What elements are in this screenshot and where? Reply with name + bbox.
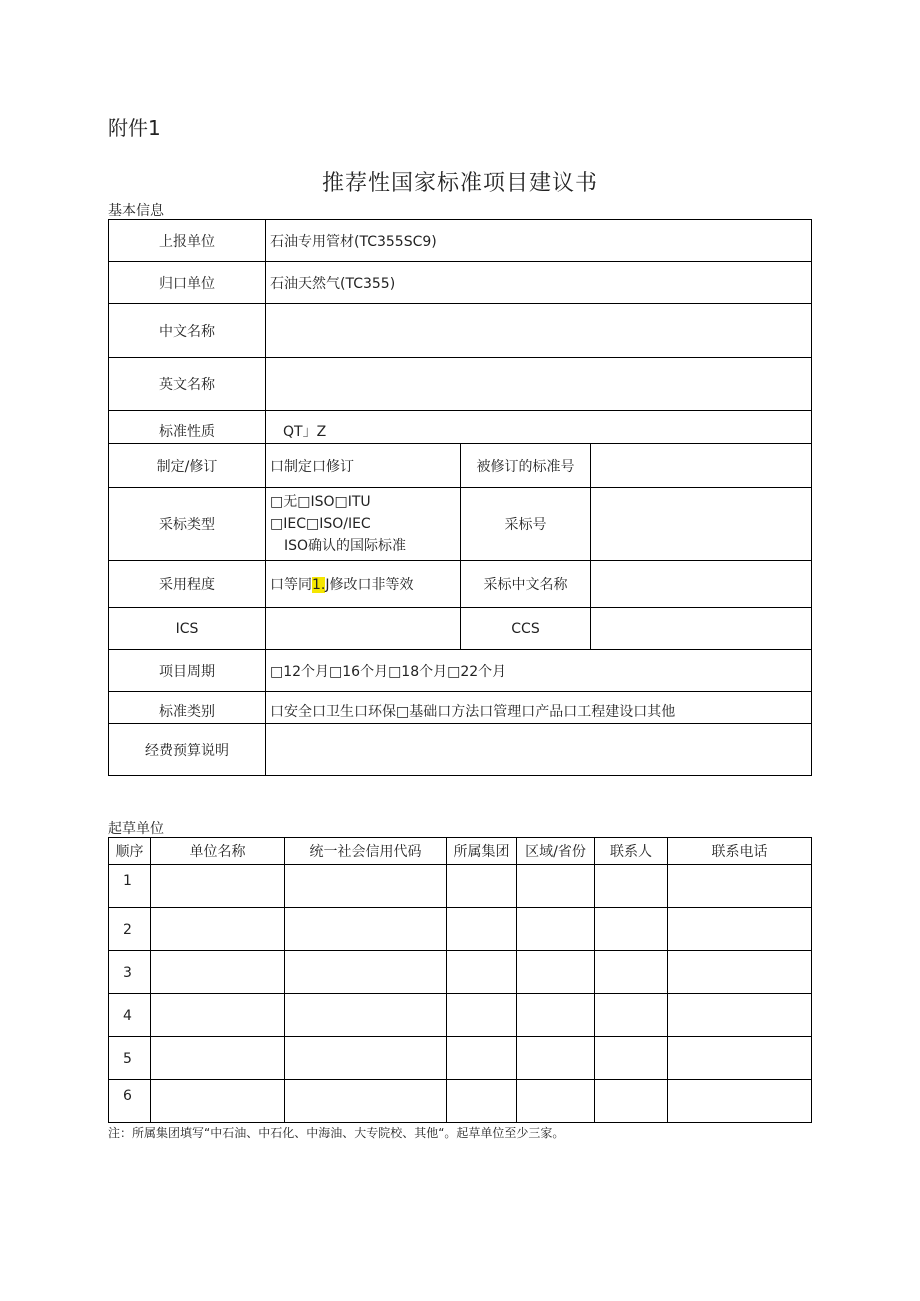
adoption-degree-part-1: 口等同 [270, 577, 312, 593]
region-cell[interactable] [517, 994, 595, 1037]
contact-cell[interactable] [595, 951, 668, 994]
region-cell[interactable] [517, 1080, 595, 1123]
en-name-label: 英文名称 [109, 358, 266, 411]
responsible-unit-value[interactable]: 石油天然气(TC355) [266, 262, 812, 304]
phone-cell[interactable] [668, 908, 812, 951]
table-row [109, 951, 812, 994]
credit-code-cell[interactable] [285, 994, 447, 1037]
header-group: 所属集团 [447, 838, 517, 865]
row-revision [109, 444, 812, 488]
adoption-type-line-2: □IEC□ISO/IEC [270, 516, 371, 532]
basic-info-table [108, 219, 812, 776]
ics-value[interactable] [266, 608, 461, 650]
row-number: 3 [109, 951, 151, 994]
period-label: 项目周期 [109, 650, 266, 692]
revised-number-value[interactable] [591, 444, 812, 488]
contact-cell[interactable] [595, 1080, 668, 1123]
contact-cell[interactable] [595, 908, 668, 951]
budget-label: 经费预算说明 [109, 724, 266, 776]
cn-name-value[interactable] [266, 304, 812, 358]
budget-value[interactable] [266, 724, 812, 776]
responsible-unit-label: 归口单位 [109, 262, 266, 304]
revised-number-label: 被修订的标准号 [461, 444, 591, 488]
table-row [109, 1037, 812, 1080]
adoption-type-line-1: □无□ISO□ITU [270, 494, 371, 510]
adoption-number-value[interactable] [591, 488, 812, 561]
header-credit-code: 统一社会信用代码 [285, 838, 447, 865]
adoption-degree-part-2: J修改口非等效 [325, 577, 414, 593]
row-ics-ccs [109, 608, 812, 650]
page-title: 推荐性国家标准项目建议书 [321, 171, 598, 196]
header-contact: 联系人 [595, 838, 668, 865]
highlight-mark: 1. [312, 577, 326, 593]
row-period [109, 650, 812, 692]
unit-name-cell[interactable] [151, 908, 285, 951]
adoption-type-label: 采标类型 [109, 488, 266, 561]
adoption-degree-value[interactable] [266, 561, 461, 608]
phone-cell[interactable] [668, 994, 812, 1037]
revision-value[interactable]: 口制定口修订 [266, 444, 461, 488]
en-name-value[interactable] [266, 358, 812, 411]
contact-cell[interactable] [595, 865, 668, 908]
row-submitting-unit [109, 220, 812, 262]
contact-cell[interactable] [595, 994, 668, 1037]
unit-name-cell[interactable] [151, 951, 285, 994]
draft-header-row [109, 838, 812, 865]
adoption-cn-name-value[interactable] [591, 561, 812, 608]
adoption-cn-name-label: 采标中文名称 [461, 561, 591, 608]
region-cell[interactable] [517, 1037, 595, 1080]
credit-code-cell[interactable] [285, 1080, 447, 1123]
phone-cell[interactable] [668, 1037, 812, 1080]
group-cell[interactable] [447, 994, 517, 1037]
row-budget [109, 724, 812, 776]
phone-cell[interactable] [668, 865, 812, 908]
footnote: 注：所属集团填写“中石油、中石化、中海油、大专院校、其他“。起草单位至少三家。 [108, 1126, 565, 1140]
row-en-name [109, 358, 812, 411]
group-cell[interactable] [447, 1037, 517, 1080]
ccs-value[interactable] [591, 608, 812, 650]
credit-code-cell[interactable] [285, 1037, 447, 1080]
group-cell[interactable] [447, 1080, 517, 1123]
header-region: 区域/省份 [517, 838, 595, 865]
row-category [109, 692, 812, 724]
group-cell[interactable] [447, 865, 517, 908]
draft-units-table [108, 837, 812, 1123]
category-label: 标准类别 [109, 692, 266, 724]
credit-code-cell[interactable] [285, 908, 447, 951]
row-number: 1 [109, 865, 151, 908]
row-number: 2 [109, 908, 151, 951]
group-cell[interactable] [447, 951, 517, 994]
basic-info-heading: 基本信息 [108, 203, 164, 219]
group-cell[interactable] [447, 908, 517, 951]
region-cell[interactable] [517, 951, 595, 994]
unit-name-cell[interactable] [151, 1037, 285, 1080]
phone-cell[interactable] [668, 1080, 812, 1123]
row-adoption-degree [109, 561, 812, 608]
adoption-type-options[interactable] [266, 488, 461, 561]
header-order: 顺序 [109, 838, 151, 865]
table-row [109, 1080, 812, 1123]
nature-label: 标准性质 [109, 411, 266, 444]
region-cell[interactable] [517, 865, 595, 908]
unit-name-cell[interactable] [151, 994, 285, 1037]
adoption-degree-label: 采用程度 [109, 561, 266, 608]
adoption-number-label: 采标号 [461, 488, 591, 561]
contact-cell[interactable] [595, 1037, 668, 1080]
attachment-label: 附件1 [108, 116, 161, 140]
phone-cell[interactable] [668, 951, 812, 994]
header-phone: 联系电话 [668, 838, 812, 865]
row-responsible-unit [109, 262, 812, 304]
category-value[interactable]: 口安全口卫生口环保□基础口方法口管理口产品口工程建设口其他 [266, 692, 812, 724]
row-number: 5 [109, 1037, 151, 1080]
cn-name-label: 中文名称 [109, 304, 266, 358]
row-cn-name [109, 304, 812, 358]
submitting-unit-label: 上报单位 [109, 220, 266, 262]
credit-code-cell[interactable] [285, 865, 447, 908]
ccs-label: CCS [461, 608, 591, 650]
credit-code-cell[interactable] [285, 951, 447, 994]
row-nature [109, 411, 812, 444]
adoption-type-line-3: ISO确认的国际标准 [284, 538, 407, 554]
submitting-unit-value[interactable]: 石油专用管材(TC355SC9) [266, 220, 812, 262]
period-value[interactable]: □12个月□16个月□18个月□22个月 [266, 650, 812, 692]
table-row [109, 994, 812, 1037]
region-cell[interactable] [517, 908, 595, 951]
header-unit-name: 单位名称 [151, 838, 285, 865]
table-row [109, 908, 812, 951]
nature-value[interactable]: QT」Z [266, 411, 812, 444]
row-adoption-type [109, 488, 812, 561]
table-row [109, 865, 812, 908]
row-number: 4 [109, 994, 151, 1037]
revision-label: 制定/修订 [109, 444, 266, 488]
ics-label: ICS [109, 608, 266, 650]
row-number: 6 [109, 1080, 151, 1123]
unit-name-cell[interactable] [151, 865, 285, 908]
unit-name-cell[interactable] [151, 1080, 285, 1123]
draft-units-heading: 起草单位 [108, 821, 164, 837]
